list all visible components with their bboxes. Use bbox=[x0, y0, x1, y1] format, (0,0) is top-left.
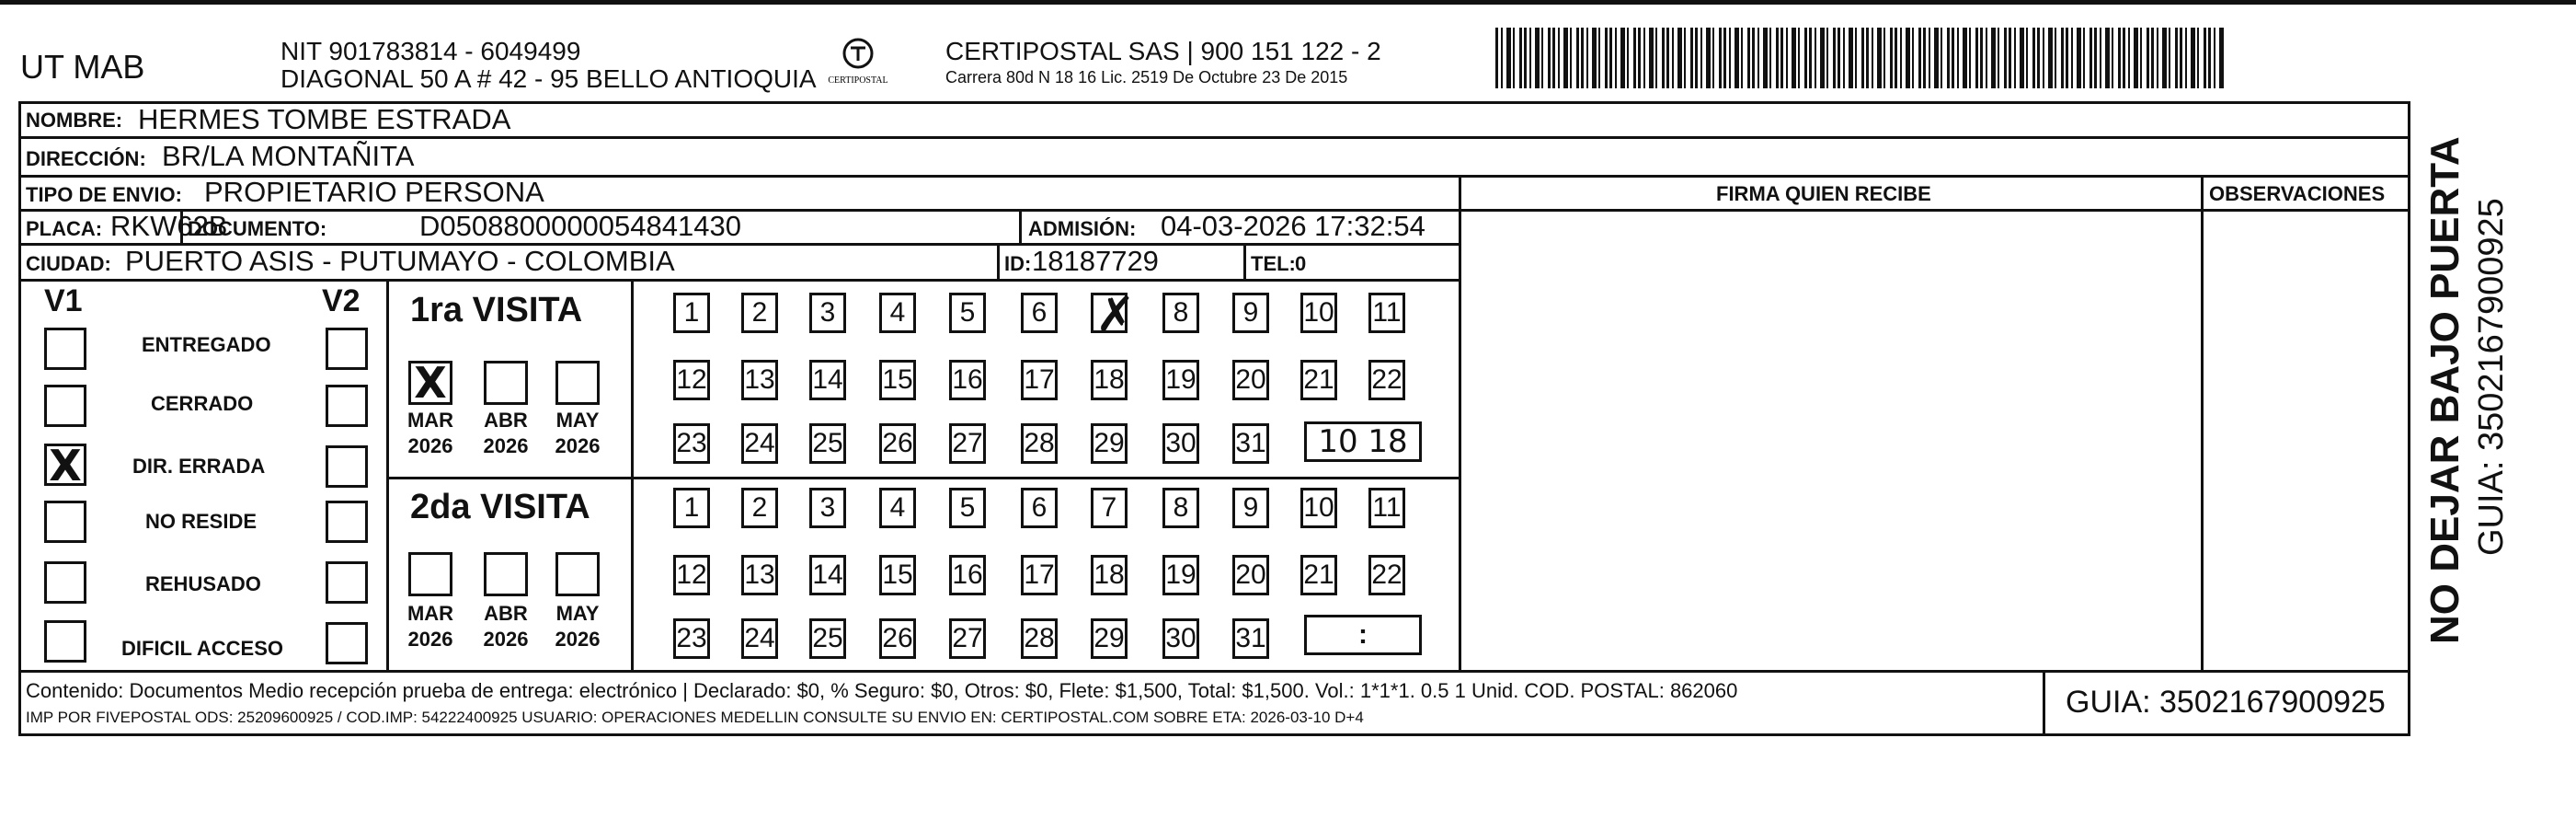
visit2-day-15[interactable] bbox=[879, 555, 916, 595]
status-cerrado: CERRADO bbox=[151, 392, 254, 415]
v1-header: V1 bbox=[44, 283, 83, 318]
visit1-day-4[interactable] bbox=[879, 293, 916, 333]
visit1-day-label: 13 bbox=[744, 364, 775, 395]
visit2-day-label: 16 bbox=[952, 559, 983, 590]
visit1-day-label: 16 bbox=[952, 364, 983, 395]
visit1-day-label: 25 bbox=[812, 428, 843, 458]
check-mark-icon: ✗ bbox=[1095, 288, 1136, 343]
v2-checkbox-no-reside[interactable] bbox=[326, 501, 368, 543]
visit2-day-label: 21 bbox=[1303, 559, 1334, 590]
visit2-month-may: MAY bbox=[555, 602, 600, 625]
visit2-day-label: 6 bbox=[1031, 492, 1048, 523]
visit1-day-11[interactable] bbox=[1368, 293, 1405, 333]
visit2-day-11[interactable] bbox=[1368, 488, 1405, 528]
visit1-day-20[interactable] bbox=[1232, 360, 1269, 400]
visit1-day-1[interactable] bbox=[673, 293, 710, 333]
barcode bbox=[1495, 28, 2226, 88]
visit2-day-20[interactable] bbox=[1232, 555, 1269, 595]
visit2-day-label: 22 bbox=[1371, 559, 1402, 590]
visit2-day-label: 15 bbox=[882, 559, 913, 590]
visit1-day-13[interactable] bbox=[741, 360, 778, 400]
side-warning: NO DEJAR BAJO PUERTA bbox=[2422, 136, 2467, 644]
visit1-day-label: 31 bbox=[1235, 428, 1266, 458]
company-name: CERTIPOSTAL SAS | 900 151 122 - 2 bbox=[945, 37, 1381, 65]
visit2-day-label: 27 bbox=[952, 623, 983, 653]
visit1-day-label: 17 bbox=[1024, 364, 1055, 395]
visit2-day-25[interactable] bbox=[809, 618, 846, 659]
footer-imp: IMP POR FIVEPOSTAL ODS: 25209600925 / COD.IMP: 54222400925 USUARIO: OPERACIONES MEDELLIN CONSULTE SU ENVIO EN: CERTIPOSTAL.COM SOBRE ETA: 2026-03-10 D+4 bbox=[26, 709, 1364, 726]
visit2-day-17[interactable] bbox=[1021, 555, 1058, 595]
visit1-day-18[interactable] bbox=[1091, 360, 1128, 400]
visit1-day-label: 5 bbox=[959, 297, 976, 328]
visit1-day-label: 23 bbox=[676, 428, 707, 458]
visit2-day-5[interactable] bbox=[949, 488, 986, 528]
placa-value: RKW62B bbox=[110, 210, 228, 242]
visit1-day-label: 22 bbox=[1371, 364, 1402, 395]
visit2-day-3[interactable] bbox=[809, 488, 846, 528]
v2-checkbox-rehusado[interactable] bbox=[326, 561, 368, 604]
visit1-day-28[interactable] bbox=[1021, 423, 1058, 464]
visit2-day-14[interactable] bbox=[809, 555, 846, 595]
visit1-day-30[interactable] bbox=[1162, 423, 1199, 464]
visit2-day-18[interactable] bbox=[1091, 555, 1128, 595]
visit2-day-29[interactable] bbox=[1091, 618, 1128, 659]
visit2-day-13[interactable] bbox=[741, 555, 778, 595]
visit2-day-label: 19 bbox=[1165, 559, 1196, 590]
placa-label: PLACA: bbox=[26, 217, 103, 240]
visit2-day-4[interactable] bbox=[879, 488, 916, 528]
visit1-day-label: 19 bbox=[1165, 364, 1196, 395]
visit2-day-10[interactable] bbox=[1300, 488, 1337, 528]
v1-checkbox-rehusado[interactable] bbox=[44, 561, 86, 604]
sender-nit: NIT 901783814 - 6049499 bbox=[280, 37, 581, 65]
id-label: ID: bbox=[1004, 252, 1032, 275]
visit2-day-label: 2 bbox=[751, 492, 768, 523]
visit2-day-label: 5 bbox=[959, 492, 976, 523]
visit1-day-7[interactable] bbox=[1091, 288, 1136, 343]
visit2-day-19[interactable] bbox=[1162, 555, 1199, 595]
visit1-day-17[interactable] bbox=[1021, 360, 1058, 400]
visit1-day-label: 6 bbox=[1031, 297, 1048, 328]
id-value: 18187729 bbox=[1032, 245, 1159, 277]
visit2-year-abr: 2026 bbox=[483, 628, 529, 651]
visit2-day-31[interactable] bbox=[1232, 618, 1269, 659]
v2-checkbox-dir-errada[interactable] bbox=[326, 445, 368, 488]
visit1-day-label: 2 bbox=[751, 297, 768, 328]
v2-checkbox-dificil-acceso[interactable] bbox=[326, 622, 368, 664]
visit2-month-abr-checkbox[interactable] bbox=[484, 552, 528, 596]
ciudad-label: CIUDAD: bbox=[26, 252, 111, 275]
visit2-day-1[interactable] bbox=[673, 488, 710, 528]
visit1-day-19[interactable] bbox=[1162, 360, 1199, 400]
footer-contenido: Contenido: Documentos Medio recepción prueba de entrega: electrónico | Declarado: $0, % Seguro: $0, Otros: $0, Flete: $1,500, Total: $1,500. Vol.: 1*1*1. 0.5 1 Unid. COD. POSTAL: 862060 bbox=[26, 679, 1738, 702]
v1-checkbox-dir-errada[interactable] bbox=[44, 444, 86, 486]
visit1-day-label: 3 bbox=[819, 297, 836, 328]
visit1-month-mar: MAR bbox=[406, 409, 454, 432]
v2-header: V2 bbox=[322, 283, 361, 318]
v1-checkbox-cerrado[interactable] bbox=[44, 385, 86, 427]
footer-guia: GUIA: 3502167900925 bbox=[2066, 685, 2386, 720]
visit1-time: 10 18 bbox=[1318, 423, 1408, 460]
status-dir-errada: DIR. ERRADA bbox=[132, 455, 266, 478]
visit2-day-label: 3 bbox=[819, 492, 836, 523]
visit1-day-6[interactable] bbox=[1021, 293, 1058, 333]
visit2-day-24[interactable] bbox=[741, 618, 778, 659]
visit2-day-label: 20 bbox=[1235, 559, 1266, 590]
documento-label: DOCUMENTO: bbox=[188, 217, 327, 240]
visit2-day-22[interactable] bbox=[1368, 555, 1405, 595]
visit2-month-may-checkbox[interactable] bbox=[555, 552, 600, 596]
visit1-year-mar: 2026 bbox=[407, 434, 453, 457]
visit2-day-16[interactable] bbox=[949, 555, 986, 595]
tipo-envio-value: PROPIETARIO PERSONA bbox=[204, 176, 544, 208]
visit1-day-label: 14 bbox=[812, 364, 843, 395]
visit2-day-label: 24 bbox=[744, 623, 775, 653]
direccion-value: BR/LA MONTAÑITA bbox=[162, 140, 415, 172]
tel-label: TEL: bbox=[1251, 252, 1296, 275]
visit1-day-label: 10 bbox=[1303, 297, 1334, 328]
visit1-day-label: 20 bbox=[1235, 364, 1266, 395]
visit1-day-label: 21 bbox=[1303, 364, 1334, 395]
visit1-day-22[interactable] bbox=[1368, 360, 1405, 400]
visit1-day-label: 4 bbox=[889, 297, 906, 328]
visit2-day-7[interactable] bbox=[1091, 488, 1128, 528]
visit2-day-26[interactable] bbox=[879, 618, 916, 659]
visit1-month-may: MAY bbox=[555, 409, 600, 432]
visit1-day-label: 11 bbox=[1372, 297, 1402, 328]
visit1-day-label: 26 bbox=[882, 428, 913, 458]
documento-value: D0508800000054841430 bbox=[419, 210, 741, 242]
visit1-day-label: 29 bbox=[1093, 428, 1125, 458]
visit1-day-15[interactable] bbox=[879, 360, 916, 400]
visit2-day-label: 10 bbox=[1303, 492, 1334, 523]
tel-value: 0 bbox=[1295, 252, 1307, 275]
visit1-day-26[interactable] bbox=[879, 423, 916, 464]
visit2-day-label: 1 bbox=[683, 492, 700, 523]
visit2-day-label: 12 bbox=[676, 559, 707, 590]
visit1-day-2[interactable] bbox=[741, 293, 778, 333]
side-guia: GUIA: 3502167900925 bbox=[2472, 198, 2511, 556]
visit1-day-label: 28 bbox=[1024, 428, 1055, 458]
certipostal-logo bbox=[824, 35, 892, 92]
admision-label: ADMISIÓN: bbox=[1028, 217, 1137, 240]
visit2-month-mar-checkbox[interactable] bbox=[408, 552, 452, 596]
visit1-day-25[interactable] bbox=[809, 423, 846, 464]
visit1-day-label: 9 bbox=[1242, 297, 1259, 328]
visit2-day-label: 9 bbox=[1242, 492, 1259, 523]
tipo-envio-label: TIPO DE ENVIO: bbox=[26, 183, 182, 206]
visit2-day-23[interactable] bbox=[673, 618, 710, 659]
visit1-day-label: 15 bbox=[882, 364, 913, 395]
visit1-day-23[interactable] bbox=[673, 423, 710, 464]
visit1-day-12[interactable] bbox=[673, 360, 710, 400]
visit2-day-21[interactable] bbox=[1300, 555, 1337, 595]
status-rehusado: REHUSADO bbox=[145, 572, 261, 595]
admision-value: 04-03-2026 17:32:54 bbox=[1161, 210, 1425, 242]
visit2-month-abr: ABR bbox=[484, 602, 528, 625]
company-license: Carrera 80d N 18 16 Lic. 2519 De Octubre 23 De 2015 bbox=[945, 68, 1348, 87]
visit2-day-label: 29 bbox=[1093, 623, 1125, 653]
v1-checkbox-no-reside[interactable] bbox=[44, 501, 86, 543]
visit1-day-21[interactable] bbox=[1300, 360, 1337, 400]
visit1-day-16[interactable] bbox=[949, 360, 986, 400]
top-border-line bbox=[0, 0, 2576, 5]
visit1-day-31[interactable] bbox=[1232, 423, 1269, 464]
visit1-day-24[interactable] bbox=[741, 423, 778, 464]
v1-checkbox-entregado[interactable] bbox=[44, 328, 86, 370]
visit2-day-label: 11 bbox=[1372, 492, 1402, 523]
sender-name: UT MAB bbox=[20, 48, 145, 86]
visit1-day-10[interactable] bbox=[1300, 293, 1337, 333]
visit1-day-label: 27 bbox=[952, 428, 983, 458]
visit1-month-mar-checkbox[interactable] bbox=[408, 361, 452, 405]
visit1-day-9[interactable] bbox=[1232, 293, 1269, 333]
visit2-day-label: 4 bbox=[889, 492, 906, 523]
visit2-day-12[interactable] bbox=[673, 555, 710, 595]
visit2-day-label: 17 bbox=[1024, 559, 1055, 590]
visit2-day-label: 13 bbox=[744, 559, 775, 590]
visit1-day-14[interactable] bbox=[809, 360, 846, 400]
status-entregado: ENTREGADO bbox=[142, 333, 271, 356]
direccion-label: DIRECCIÓN: bbox=[26, 147, 146, 170]
visit1-day-8[interactable] bbox=[1162, 293, 1199, 333]
visit2-day-8[interactable] bbox=[1162, 488, 1199, 528]
visit2-year-may: 2026 bbox=[555, 628, 601, 651]
visit2-day-6[interactable] bbox=[1021, 488, 1058, 528]
visit2-day-label: 26 bbox=[882, 623, 913, 653]
firma-header: FIRMA QUIEN RECIBE bbox=[1716, 182, 1931, 205]
visit1-day-5[interactable] bbox=[949, 293, 986, 333]
ciudad-value: PUERTO ASIS - PUTUMAYO - COLOMBIA bbox=[125, 245, 675, 277]
visit2-day-9[interactable] bbox=[1232, 488, 1269, 528]
status-dificil-acceso: DIFICIL ACCESO bbox=[121, 637, 284, 660]
observaciones-header: OBSERVACIONES bbox=[2209, 182, 2386, 205]
visit2-day-30[interactable] bbox=[1162, 618, 1199, 659]
visit2-title: 2da VISITA bbox=[410, 488, 590, 526]
visit2-day-label: 18 bbox=[1093, 559, 1125, 590]
visit2-time: : bbox=[1358, 619, 1368, 650]
visit2-day-label: 30 bbox=[1165, 623, 1196, 653]
visit2-day-label: 8 bbox=[1173, 492, 1189, 523]
visit2-month-mar: MAR bbox=[406, 602, 454, 625]
v2-checkbox-entregado[interactable] bbox=[326, 328, 368, 370]
v2-checkbox-cerrado[interactable] bbox=[326, 385, 368, 427]
visit2-day-label: 7 bbox=[1101, 492, 1117, 523]
visit1-time-box[interactable] bbox=[1304, 421, 1422, 462]
visit1-day-label: 12 bbox=[676, 364, 707, 395]
status-no-reside: NO RESIDE bbox=[145, 510, 258, 533]
sender-address: DIAGONAL 50 A # 42 - 95 BELLO ANTIOQUIA bbox=[280, 64, 817, 93]
visit2-day-label: 14 bbox=[812, 559, 843, 590]
visit1-day-29[interactable] bbox=[1091, 423, 1128, 464]
visit2-day-label: 28 bbox=[1024, 623, 1055, 653]
visit1-day-label: 1 bbox=[683, 297, 700, 328]
visit2-day-label: 25 bbox=[812, 623, 843, 653]
nombre-label: NOMBRE: bbox=[26, 109, 123, 132]
visit1-day-label: 30 bbox=[1165, 428, 1196, 458]
svg-text:CERTIPOSTAL: CERTIPOSTAL bbox=[828, 75, 888, 86]
visit1-day-label: 24 bbox=[744, 428, 775, 458]
visit2-time-box[interactable] bbox=[1304, 615, 1422, 655]
visit2-day-label: 31 bbox=[1235, 623, 1266, 653]
visit1-day-3[interactable] bbox=[809, 293, 846, 333]
visit2-day-28[interactable] bbox=[1021, 618, 1058, 659]
nombre-value: HERMES TOMBE ESTRADA bbox=[138, 103, 511, 135]
visit1-day-label: 8 bbox=[1173, 297, 1189, 328]
visit1-year-may: 2026 bbox=[555, 434, 601, 457]
visit2-day-label: 23 bbox=[676, 623, 707, 653]
visit1-title: 1ra VISITA bbox=[410, 291, 583, 329]
visit2-day-27[interactable] bbox=[949, 618, 986, 659]
visit1-day-label: 18 bbox=[1093, 364, 1125, 395]
visit1-day-27[interactable] bbox=[949, 423, 986, 464]
visit1-month-abr: ABR bbox=[484, 409, 528, 432]
visit1-year-abr: 2026 bbox=[483, 434, 529, 457]
visit1-month-may-checkbox[interactable] bbox=[555, 361, 600, 405]
visit2-day-2[interactable] bbox=[741, 488, 778, 528]
visit2-year-mar: 2026 bbox=[407, 628, 453, 651]
visit1-month-abr-checkbox[interactable] bbox=[484, 361, 528, 405]
v1-checkbox-dificil-acceso[interactable] bbox=[44, 620, 86, 663]
